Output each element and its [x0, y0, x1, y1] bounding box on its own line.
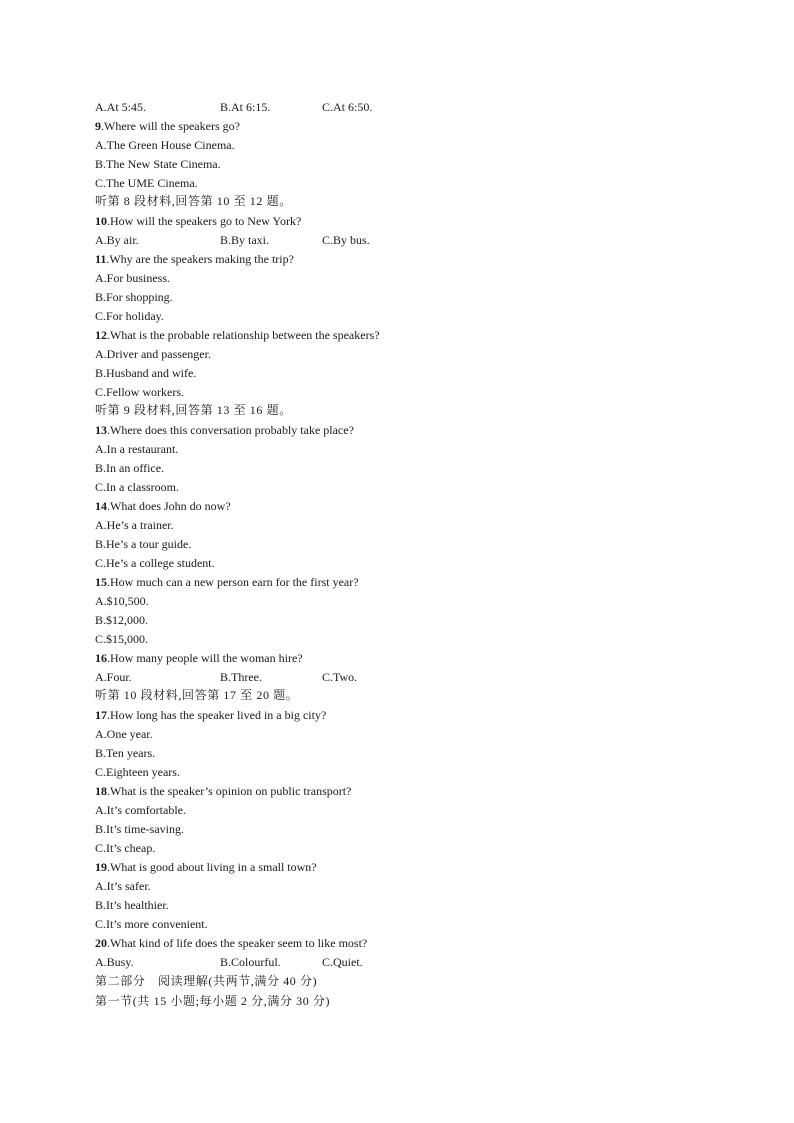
q10-number: 10 — [95, 214, 107, 228]
q12-number: 12 — [95, 328, 107, 342]
q13-option-c: C.In a classroom. — [95, 480, 179, 494]
q10-option-a: A.By air. — [95, 233, 139, 247]
q20-option-a: A.Busy. — [95, 955, 134, 969]
q19-question — [95, 860, 317, 875]
q14-question — [95, 499, 231, 514]
q16-option-a: A.Four. — [95, 670, 132, 684]
q18-option-b: B.It’s time-saving. — [95, 822, 184, 836]
q17-option-c: C.Eighteen years. — [95, 765, 180, 779]
q11-question — [95, 252, 294, 267]
q13-text: .Where does this conversation probably take place? — [107, 423, 354, 437]
q11-option-a: A.For business. — [95, 271, 171, 285]
q12-text: .What is the probable relationship between the speakers? — [107, 328, 380, 342]
q20-number: 20 — [95, 936, 107, 950]
q15-number: 15 — [95, 575, 107, 589]
q13-option-b: B.In an office. — [95, 461, 165, 475]
q18-number: 18 — [95, 784, 107, 798]
q9-option-a: A.The Green House Cinema. — [95, 138, 235, 152]
q15-question — [95, 575, 359, 590]
q14-option-c: C.He’s a college student. — [95, 556, 215, 570]
q9-text: .Where will the speakers go? — [101, 119, 240, 133]
q8-option-a: A.At 5:45. — [95, 100, 146, 114]
q19-text: .What is good about living in a small town? — [107, 860, 317, 874]
q13-question — [95, 423, 354, 438]
section-9-instruction: 听第 9 段材料,回答第 13 至 16 题。 — [95, 403, 292, 417]
q17-text: .How long has the speaker lived in a big city? — [107, 708, 327, 722]
q19-option-b: B.It’s healthier. — [95, 898, 169, 912]
q20-option-b: B.Colourful. — [220, 955, 281, 969]
q10-text: .How will the speakers go to New York? — [107, 214, 302, 228]
q10-option-c: C.By bus. — [322, 233, 370, 247]
q12-option-c: C.Fellow workers. — [95, 385, 184, 399]
part-2-heading: 第二部分 阅读理解(共两节,满分 40 分) — [95, 974, 318, 988]
section-8-instruction: 听第 8 段材料,回答第 10 至 12 题。 — [95, 194, 292, 208]
q18-question — [95, 784, 351, 799]
q18-option-a: A.It’s comfortable. — [95, 803, 186, 817]
q17-option-a: A.One year. — [95, 727, 153, 741]
q17-question — [95, 708, 326, 723]
q19-option-a: A.It’s safer. — [95, 879, 151, 893]
q20-question — [95, 936, 367, 951]
q20-option-c: C.Quiet. — [322, 955, 363, 969]
section-10-instruction: 听第 10 段材料,回答第 17 至 20 题。 — [95, 688, 299, 702]
q19-option-c: C.It’s more convenient. — [95, 917, 208, 931]
q11-text: .Why are the speakers making the trip? — [106, 252, 294, 266]
part-2-section-1-heading: 第一节(共 15 小题;每小题 2 分,满分 30 分) — [95, 994, 331, 1008]
q16-text: .How many people will the woman hire? — [107, 651, 303, 665]
q10-option-b: B.By taxi. — [220, 233, 270, 247]
q16-option-c: C.Two. — [322, 670, 358, 684]
q14-option-a: A.He’s a trainer. — [95, 518, 174, 532]
q16-question — [95, 651, 303, 666]
q12-question — [95, 328, 380, 343]
q11-number: 11 — [95, 252, 107, 266]
q11-option-b: B.For shopping. — [95, 290, 173, 304]
q16-option-b: B.Three. — [220, 670, 262, 684]
q8-option-c: C.At 6:50. — [322, 100, 373, 114]
q14-option-b: B.He’s a tour guide. — [95, 537, 192, 551]
q12-option-a: A.Driver and passenger. — [95, 347, 211, 361]
q18-text: .What is the speaker’s opinion on public transport? — [107, 784, 352, 798]
q14-number: 14 — [95, 499, 107, 513]
q13-number: 13 — [95, 423, 107, 437]
q20-text: .What kind of life does the speaker seem to like most? — [107, 936, 368, 950]
q15-option-b: B.$12,000. — [95, 613, 149, 627]
q13-option-a: A.In a restaurant. — [95, 442, 179, 456]
q10-question — [95, 214, 301, 229]
q15-text: .How much can a new person earn for the first year? — [107, 575, 359, 589]
q19-number: 19 — [95, 860, 107, 874]
q9-number: 9 — [95, 119, 101, 133]
q15-option-c: C.$15,000. — [95, 632, 149, 646]
q14-text: .What does John do now? — [107, 499, 231, 513]
q11-option-c: C.For holiday. — [95, 309, 164, 323]
q12-option-b: B.Husband and wife. — [95, 366, 197, 380]
q16-number: 16 — [95, 651, 107, 665]
q9-question — [95, 119, 240, 134]
q18-option-c: C.It’s cheap. — [95, 841, 156, 855]
q17-option-b: B.Ten years. — [95, 746, 156, 760]
q8-option-b: B.At 6:15. — [220, 100, 271, 114]
q15-option-a: A.$10,500. — [95, 594, 149, 608]
q9-option-b: B.The New State Cinema. — [95, 157, 221, 171]
q17-number: 17 — [95, 708, 107, 722]
q9-option-c: C.The UME Cinema. — [95, 176, 198, 190]
